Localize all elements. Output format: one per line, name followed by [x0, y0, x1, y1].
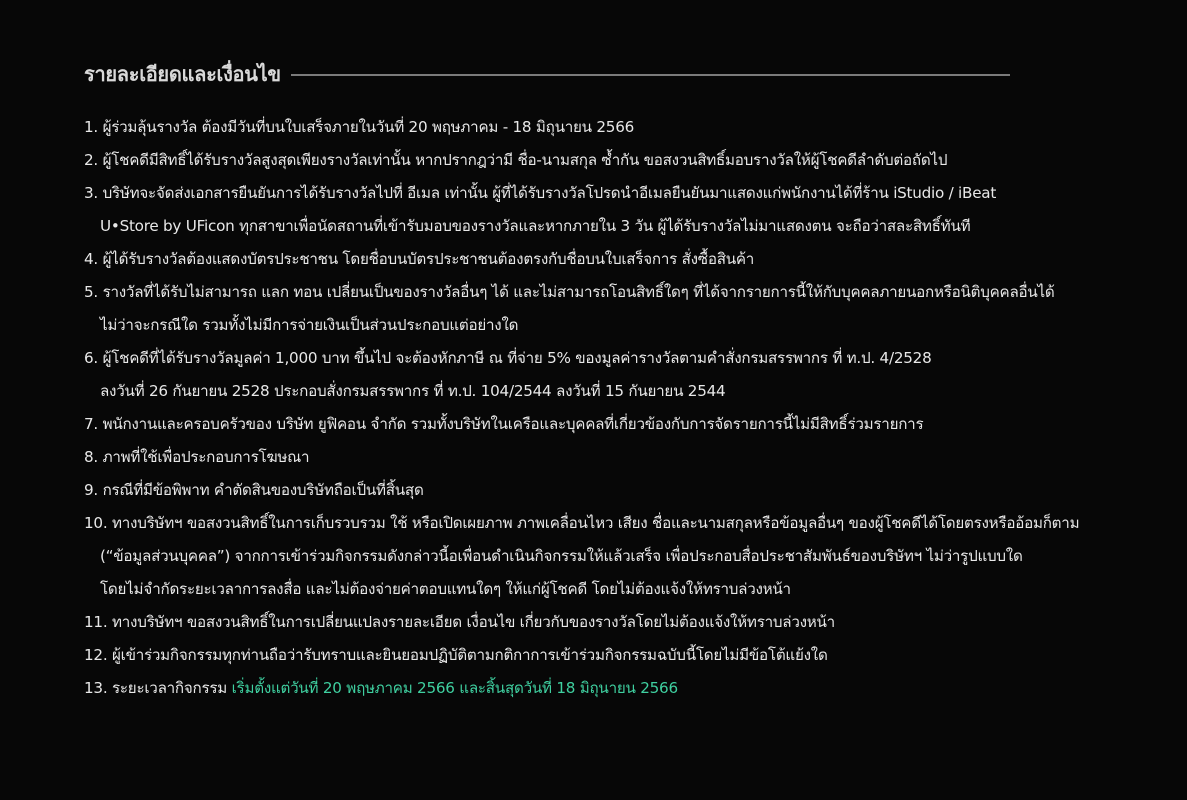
term-text: กรณีที่มีข้อพิพาท คำตัดสินของบริษัทถือเป็นที่สิ้นสุด: [102, 481, 424, 499]
term-item-13: [84, 672, 1144, 705]
term-text: รางวัลที่ได้รับไม่สามารถ แลก ทอน เปลี่ยนเป็นของรางวัลอื่นๆ ได้ และไม่สามารถโอนสิทธิ์ใดๆ ที่ได้จากรายการนี้ให้กับบุคคลภายนอกหรือนิติบุคคลอื่นได้: [102, 283, 1055, 301]
term-number: 8.: [84, 448, 98, 466]
term-text: ผู้ได้รับรางวัลต้องแสดงบัตรประชาชน โดยชื่อบนบัตรประชาชนต้องตรงกับชื่อบนใบเสร็จการ สั่งซื้อสินค้า: [102, 250, 755, 268]
activity-period-dates: เริ่มตั้งแต่วันที่ 20 พฤษภาคม 2566 และสิ้นสุดวันที่ 18 มิถุนายน 2566: [231, 679, 678, 697]
term-text: บริษัทจะจัดส่งเอกสารยืนยันการได้รับรางวัลไปที่ อีเมล เท่านั้น ผู้ที่ได้รับรางวัลโปรดนำอีเมลยืนยันมาแสดงแก่พนักงานได้ที่ร้าน iStudio / iBeat: [102, 184, 997, 202]
section-header: [84, 56, 1010, 92]
term-text-continued: ไม่ว่าจะกรณีใด รวมทั้งไม่มีการจ่ายเงินเป็นส่วนประกอบแต่อย่างใด: [100, 316, 519, 334]
term-number: 6.: [84, 349, 98, 367]
term-text-continued: (“ข้อมูลส่วนบุคคล”) จากการเข้าร่วมกิจกรรมดังกล่าวนี้อเพื่อนดำเนินกิจกรรมให้แล้วเสร็จ เพื่อประกอบสื่อประชาสัมพันธ์ของบริษัทฯ ไม่ว่ารูปแบบใด: [100, 547, 1023, 565]
term-item-3: [84, 177, 1144, 243]
term-item-10: [84, 507, 1144, 606]
term-number: 1.: [84, 118, 98, 136]
term-item-11: [84, 606, 1144, 639]
term-text: ทางบริษัทฯ ขอสงวนสิทธิ์ในการเก็บรวบรวม ใช้ หรือเปิดเผยภาพ ภาพเคลื่อนไหว เสียง ชื่อและนามสกุลหรือข้อมูลอื่นๆ ของผู้โชคดีได้โดยตรงหรืออ้อมก็ตาม: [111, 514, 1080, 532]
term-number: 5.: [84, 283, 98, 301]
term-text: ทางบริษัทฯ ขอสงวนสิทธิ์ในการเปลี่ยนแปลงรายละเอียด เงื่อนไข เกี่ยวกับของรางวัลโดยไม่ต้องแจ้งให้ทราบล่วงหน้า: [111, 613, 835, 631]
term-item-2: [84, 144, 1144, 177]
term-number: 3.: [84, 184, 98, 202]
activity-period-label: ระยะเวลากิจกรรม: [111, 679, 228, 697]
term-number: 9.: [84, 481, 98, 499]
term-text: พนักงานและครอบครัวของ บริษัท ยูฟิคอน จำกัด รวมทั้งบริษัทในเครือและบุคคลที่เกี่ยวข้องกับการจัดรายการนี้ไม่มีสิทธิ์ร่วมรายการ: [102, 415, 924, 433]
term-text: ผู้โชคดีมีสิทธิ์ได้รับรางวัลสูงสุดเพียงรางวัลเท่านั้น หากปรากฎว่ามี ชื่อ-นามสกุล ซ้ำกัน ขอสงวนสิทธิ์มอบรางวัลให้ผู้โชคดีลำดับต่อถัดไป: [102, 151, 948, 169]
term-number: 13.: [84, 679, 108, 697]
term-number: 11.: [84, 613, 108, 631]
term-text: ผู้เข้าร่วมกิจกรรมทุกท่านถือว่ารับทราบและยินยอมปฏิบัติตามกติกาการเข้าร่วมกิจกรรมฉบับนี้โดยไม่มีข้อโต้แย้งใด: [111, 646, 828, 664]
term-text: ผู้โชคดีที่ได้รับรางวัลมูลค่า 1,000 บาท ขึ้นไป จะต้องหักภาษี ณ ที่จ่าย 5% ของมูลค่ารางวัลตามคำสั่งกรมสรรพากร ที่ ท.ป. 4/2528: [102, 349, 932, 367]
term-number: 10.: [84, 514, 108, 532]
term-number: 7.: [84, 415, 98, 433]
term-number: 12.: [84, 646, 108, 664]
term-text: ผู้ร่วมลุ้นรางวัล ต้องมีวันที่บนใบเสร็จภายในวันที่ 20 พฤษภาคม - 18 มิถุนายน 2566: [102, 118, 635, 136]
term-text-continued: โดยไม่จำกัดระยะเวลาการลงสื่อ และไม่ต้องจ่ายค่าตอบแทนใดๆ ให้แก่ผู้โชคดี โดยไม่ต้องแจ้งให้ทราบล่วงหน้า: [100, 580, 791, 598]
term-item-7: [84, 408, 1144, 441]
term-text-continued: U•Store by UFicon ทุกสาขาเพื่อนัดสถานที่เข้ารับมอบของรางวัลและหากภายใน 3 วัน ผู้ได้รับรางวัลไม่มาแสดงตน จะถือว่าสละสิทธิ์ทันที: [100, 217, 971, 235]
term-text-continued: ลงวันที่ 26 กันยายน 2528 ประกอบสั่งกรมสรรพากร ที่ ท.ป. 104/2544 ลงวันที่ 15 กันยายน 2544: [100, 382, 726, 400]
term-item-4: [84, 243, 1144, 276]
section-title: รายละเอียดและเงื่อนไข: [84, 62, 281, 86]
term-item-5: [84, 276, 1144, 342]
term-item-12: [84, 639, 1144, 672]
terms-list: [84, 111, 1144, 705]
header-divider: [291, 74, 1010, 76]
term-item-1: [84, 111, 1144, 144]
term-text: ภาพที่ใช้เพื่อประกอบการโฆษณา: [102, 448, 310, 466]
term-item-6: [84, 342, 1144, 408]
terms-and-conditions-section: [84, 56, 1144, 705]
term-number: 4.: [84, 250, 98, 268]
term-item-9: [84, 474, 1144, 507]
term-item-8: [84, 441, 1144, 474]
term-number: 2.: [84, 151, 98, 169]
